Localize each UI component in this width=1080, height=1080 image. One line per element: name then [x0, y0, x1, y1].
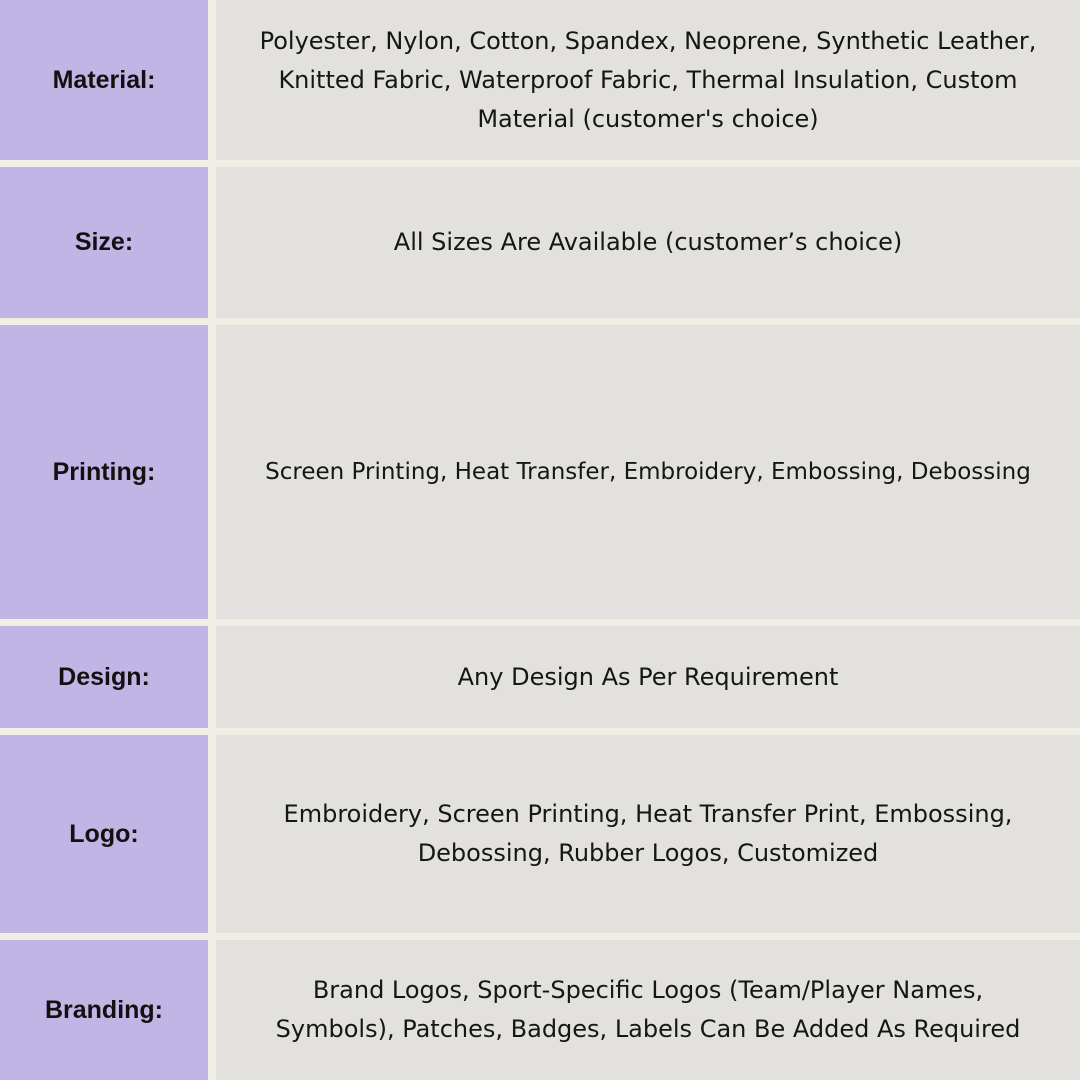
row-value-material: Polyester, Nylon, Cotton, Spandex, Neoprene, Synthetic Leather, Knitted Fabric, Waterproof Fabric, Thermal Insulation, Custom Material (customer's choice) — [216, 0, 1080, 160]
spec-row-printing — [0, 325, 1080, 619]
spec-row-branding — [0, 940, 1080, 1080]
row-value-design: Any Design As Per Requirement — [216, 626, 1080, 728]
row-value-branding: Brand Logos, Sport-Specific Logos (Team/Player Names, Symbols), Patches, Badges, Labels Can Be Added As Required — [216, 940, 1080, 1080]
row-label-material: Material: — [0, 0, 208, 160]
row-label-design: Design: — [0, 626, 208, 728]
row-value-printing: Screen Printing, Heat Transfer, Embroidery, Embossing, Debossing — [216, 325, 1080, 619]
row-value-size: All Sizes Are Available (customer’s choice) — [216, 167, 1080, 318]
row-label-size: Size: — [0, 167, 208, 318]
row-label-logo: Logo: — [0, 735, 208, 933]
row-label-printing: Printing: — [0, 325, 208, 619]
spec-row-size — [0, 167, 1080, 318]
row-label-branding: Branding: — [0, 940, 208, 1080]
row-value-logo: Embroidery, Screen Printing, Heat Transfer Print, Embossing, Debossing, Rubber Logos, Customized — [216, 735, 1080, 933]
spec-row-design — [0, 626, 1080, 728]
spec-row-material — [0, 0, 1080, 160]
spec-row-logo — [0, 735, 1080, 933]
